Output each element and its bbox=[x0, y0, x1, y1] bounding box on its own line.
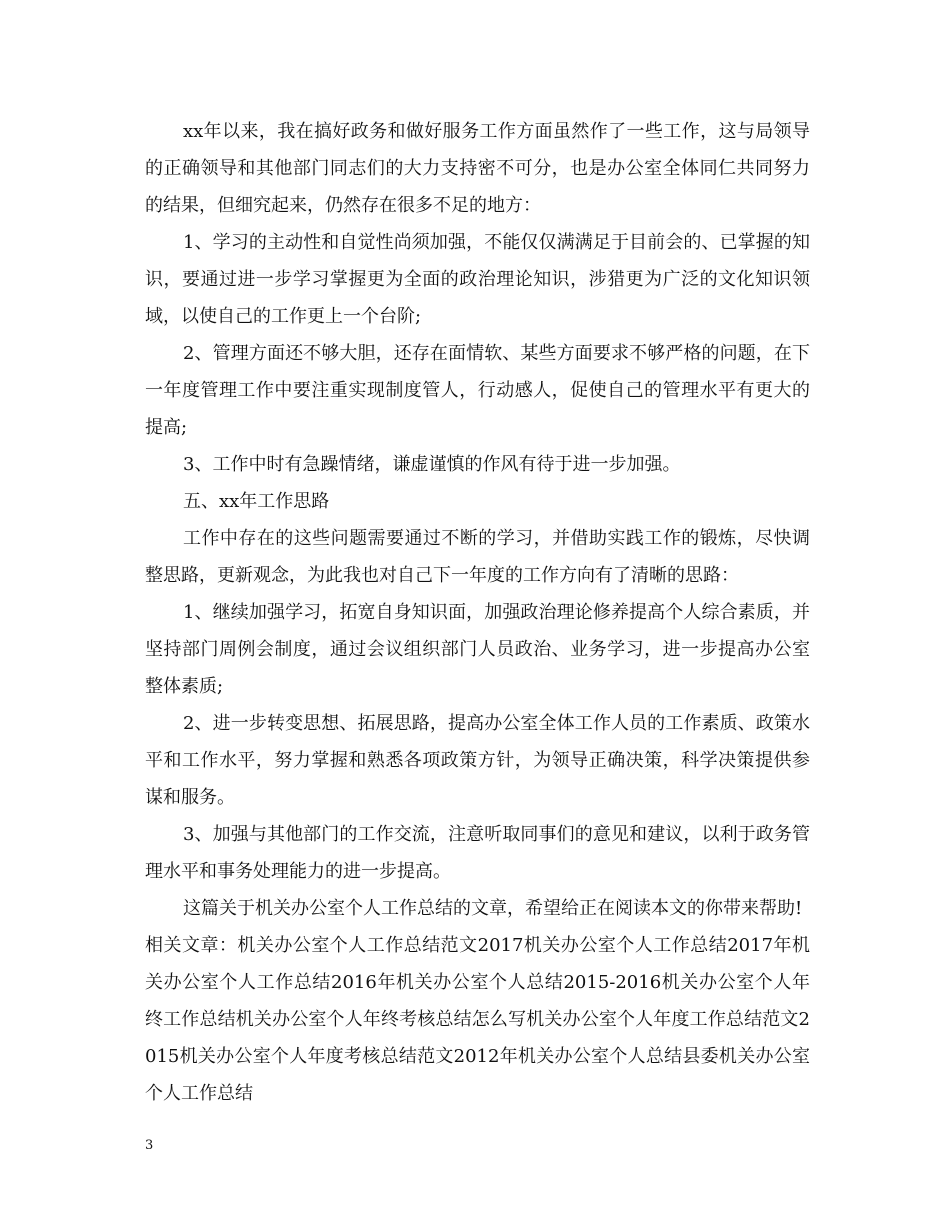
related-articles-paragraph: 相关文章：机关办公室个人工作总结范文2017机关办公室个人工作总结2017年机关办公室个人工作总结2016年机关办公室个人总结2015-2016机关办公室个人年终工作总结机关办公室个人年终考核总结怎么写机关办公室个人年度工作总结范文2015机关办公室个人年度考核总结范文2012年机关办公室个人总结县委机关办公室个人工作总结 bbox=[145, 935, 810, 1104]
plan-item-1: 1、继续加强学习，拓宽自身知识面，加强政治理论修养提高个人综合素质，并坚持部门周例会制度，通过会议组织部门人员政治、业务学习，进一步提高办公室整体素质; bbox=[145, 602, 810, 697]
intro-paragraph: xx年以来，我在搞好政务和做好服务工作方面虽然作了一些工作，这与局领导的正确领导和其他部门同志们的大力支持密不可分，也是办公室全体同仁共同努力的结果，但细究起来，仍然存在很多不足的地方： bbox=[145, 121, 810, 216]
closing-paragraph: 这篇关于机关办公室个人工作总结的文章，希望给正在阅读本文的你带来帮助! bbox=[183, 898, 803, 919]
shortcoming-item-1: 1、学习的主动性和自觉性尚须加强，不能仅仅满满足于目前会的、已掌握的知识，要通过进一步学习掌握更为全面的政治理论知识，涉猎更为广泛的文化知识领域，以使自己的工作更上一个台阶; bbox=[145, 232, 810, 327]
section-heading: 五、xx年工作思路 bbox=[183, 491, 330, 512]
plan-intro-paragraph: 工作中存在的这些问题需要通过不断的学习，并借助实践工作的锻炼，尽快调整思路，更新观念，为此我也对自己下一年度的工作方向有了清晰的思路： bbox=[145, 528, 810, 586]
shortcoming-item-2: 2、管理方面还不够大胆，还存在面情软、某些方面要求不够严格的问题，在下一年度管理工作中要注重实现制度管人，行动感人，促使自己的管理水平有更大的提高; bbox=[145, 343, 810, 438]
shortcoming-item-3: 3、工作中时有急躁情绪，谦虚谨慎的作风有待于进一步加强。 bbox=[183, 454, 681, 475]
document-body bbox=[145, 113, 810, 1112]
page-number: 3 bbox=[145, 1138, 154, 1153]
plan-item-3: 3、加强与其他部门的工作交流，注意听取同事们的意见和建议，以利于政务管理水平和事务处理能力的进一步提高。 bbox=[145, 824, 810, 882]
plan-item-2: 2、进一步转变思想、拓展思路，提高办公室全体工作人员的工作素质、政策水平和工作水平，努力掌握和熟悉各项政策方针，为领导正确决策，科学决策提供参谋和服务。 bbox=[145, 713, 810, 808]
